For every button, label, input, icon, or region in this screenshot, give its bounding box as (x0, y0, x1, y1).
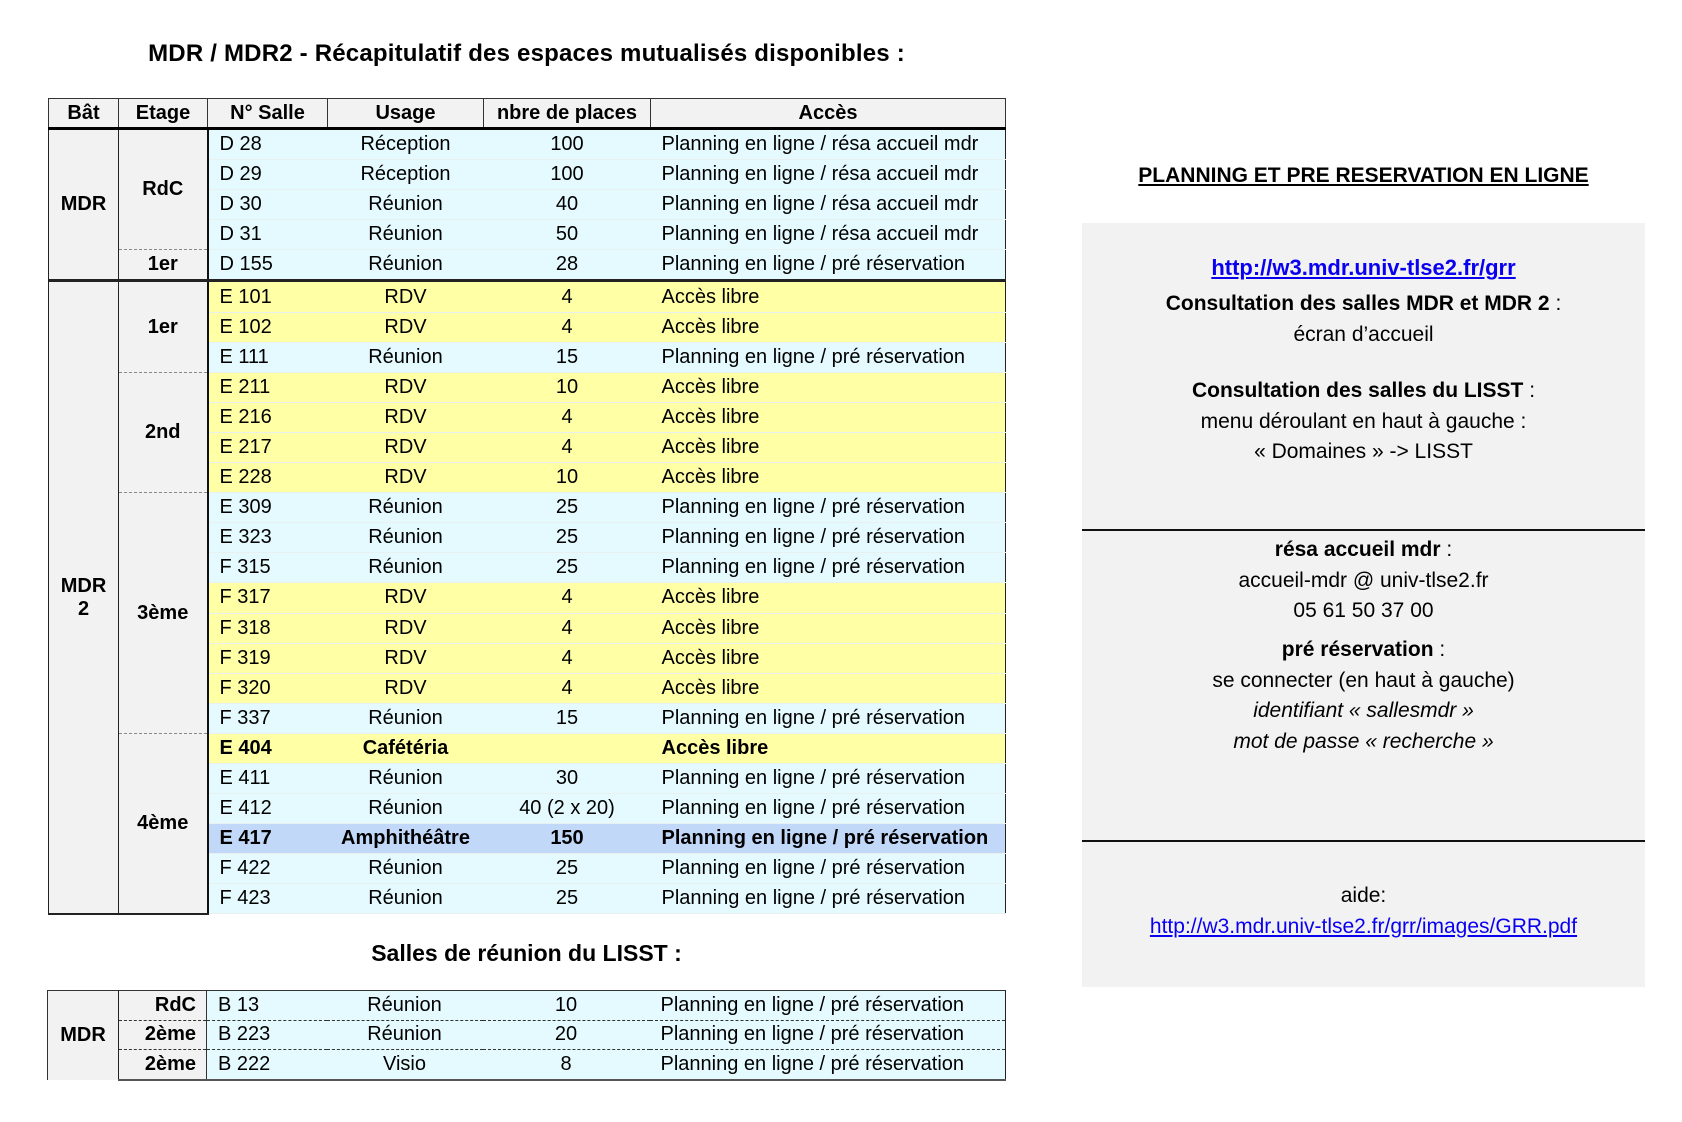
acces-cell: Accès libre (651, 463, 1006, 493)
aide-label: aide: (1340, 884, 1387, 907)
pre-password: mot de passe « recherche » (1233, 729, 1494, 753)
usage-cell: Réunion (327, 1020, 483, 1050)
resa-label: résa accueil mdr (1274, 538, 1441, 561)
salle-cell: E 228 (208, 463, 328, 493)
lisst-table (47, 990, 1006, 1081)
table-row (49, 372, 1006, 402)
places-cell: 100 (484, 129, 651, 160)
lisst-row (48, 1020, 1006, 1050)
places-cell: 20 (483, 1020, 650, 1050)
acces-cell: Accès libre (651, 372, 1006, 402)
salle-cell: E 417 (208, 824, 328, 854)
pre-reservation-block (1082, 635, 1645, 757)
usage-cell: RDV (328, 643, 484, 673)
header-acces: Accès (651, 99, 1006, 129)
bat-label: MDR (60, 574, 107, 597)
usage-cell: Réception (328, 129, 484, 160)
pre-text1: se connecter (en haut à gauche) (1212, 668, 1515, 692)
places-cell: 25 (484, 523, 651, 553)
salle-cell: B 13 (207, 991, 327, 1021)
acces-cell: Planning en ligne / pré réservation (651, 553, 1006, 583)
places-cell: 4 (484, 312, 651, 342)
salle-cell: E 412 (208, 794, 328, 824)
header-usage: Usage (328, 99, 484, 129)
salle-cell: B 222 (207, 1050, 327, 1080)
acces-cell: Planning en ligne / résa accueil mdr (651, 160, 1006, 190)
acces-cell: Planning en ligne / pré réservation (650, 991, 1006, 1021)
header-bat: Bât (49, 99, 119, 129)
consult-lisst-text2: « Domaines » -> LISST (1254, 440, 1473, 463)
table-row (49, 493, 1006, 523)
usage-cell: Réunion (328, 342, 484, 372)
aide-block (1082, 881, 1645, 942)
usage-cell: Réunion (328, 553, 484, 583)
salle-cell: E 411 (208, 763, 328, 793)
acces-cell: Planning en ligne / pré réservation (650, 1050, 1006, 1080)
acces-cell: Planning en ligne / pré réservation (651, 703, 1006, 733)
consult-lisst-text1: menu déroulant en haut à gauche : (1200, 409, 1527, 433)
places-cell: 40 (484, 190, 651, 220)
acces-cell: Planning en ligne / pré réservation (651, 342, 1006, 372)
usage-cell: Amphithéâtre (328, 824, 484, 854)
places-cell: 10 (483, 991, 650, 1021)
usage-cell: RDV (328, 281, 484, 312)
places-cell: 25 (484, 884, 651, 914)
page-title: MDR / MDR2 - Récapitulatif des espaces mutualisés disponibles : (148, 40, 905, 67)
aide-link[interactable]: http://w3.mdr.univ-tlse2.fr/grr/images/GRR.pdf (1149, 914, 1578, 938)
etage-cell: 2nd (119, 372, 208, 492)
places-cell: 100 (484, 160, 651, 190)
usage-cell: Réunion (328, 493, 484, 523)
usage-cell: Réunion (328, 763, 484, 793)
salle-cell: E 217 (208, 432, 328, 462)
acces-cell: Planning en ligne / résa accueil mdr (651, 129, 1006, 160)
places-cell: 15 (484, 342, 651, 372)
header-salle: N° Salle (208, 99, 328, 129)
places-cell: 28 (484, 250, 651, 281)
resa-email: accueil-mdr @ univ-tlse2.fr (1238, 568, 1489, 592)
acces-cell: Planning en ligne / pré réservation (651, 250, 1006, 281)
pre-login: identifiant « sallesmdr » (1253, 699, 1474, 722)
etage-cell: 1er (119, 250, 208, 281)
etage-cell: 2ème (119, 1020, 207, 1050)
acces-cell: Accès libre (651, 673, 1006, 703)
bat-cell (49, 281, 119, 914)
spaces-table (48, 98, 1006, 915)
salle-cell: F 422 (208, 854, 328, 884)
bat-cell: MDR (48, 991, 119, 1080)
consult-mdr-text: écran d’accueil (1293, 322, 1434, 346)
usage-cell: Réunion (328, 703, 484, 733)
table-header (49, 99, 1006, 129)
salle-cell: F 317 (208, 583, 328, 613)
etage-cell: 2ème (119, 1050, 207, 1080)
places-cell: 40 (2 x 20) (484, 794, 651, 824)
colon: : (1523, 379, 1536, 402)
table-row (49, 281, 1006, 312)
salle-cell: D 29 (208, 160, 328, 190)
colon: : (1549, 292, 1562, 315)
usage-cell: Réunion (328, 220, 484, 250)
salle-cell: F 318 (208, 613, 328, 643)
salle-cell: D 155 (208, 250, 328, 281)
acces-cell: Planning en ligne / pré réservation (651, 854, 1006, 884)
resa-phone: 05 61 50 37 00 (1293, 599, 1434, 622)
salle-cell: F 423 (208, 884, 328, 914)
places-cell: 4 (484, 281, 651, 312)
salle-cell: D 28 (208, 129, 328, 160)
places-cell: 50 (484, 220, 651, 250)
lisst-row (48, 1050, 1006, 1080)
salle-cell: D 30 (208, 190, 328, 220)
places-cell: 4 (484, 673, 651, 703)
acces-cell: Planning en ligne / pré réservation (651, 824, 1006, 854)
places-cell (484, 733, 651, 763)
acces-cell: Accès libre (651, 613, 1006, 643)
consult-lisst-label: Consultation des salles du LISST (1191, 379, 1524, 402)
places-cell: 30 (484, 763, 651, 793)
separator (1082, 840, 1645, 842)
salle-cell: E 101 (208, 281, 328, 312)
places-cell: 15 (484, 703, 651, 733)
usage-cell: RDV (328, 372, 484, 402)
acces-cell: Planning en ligne / pré réservation (651, 523, 1006, 553)
salle-cell: E 323 (208, 523, 328, 553)
places-cell: 25 (484, 493, 651, 523)
info-panel (1082, 223, 1645, 987)
salle-cell: F 337 (208, 703, 328, 733)
etage-cell: RdC (119, 991, 207, 1021)
places-cell: 10 (484, 463, 651, 493)
table-row (49, 129, 1006, 160)
consult-mdr-block (1082, 289, 1645, 350)
places-cell: 8 (483, 1050, 650, 1080)
usage-cell: Cafétéria (328, 733, 484, 763)
places-cell: 4 (484, 613, 651, 643)
places-cell: 10 (484, 372, 651, 402)
consult-mdr-label: Consultation des salles MDR et MDR 2 (1165, 292, 1550, 315)
acces-cell: Planning en ligne / résa accueil mdr (651, 190, 1006, 220)
acces-cell: Planning en ligne / pré réservation (651, 884, 1006, 914)
places-cell: 25 (484, 854, 651, 884)
usage-cell: Réunion (328, 523, 484, 553)
usage-cell: RDV (328, 673, 484, 703)
table-row (49, 250, 1006, 281)
acces-cell: Planning en ligne / résa accueil mdr (651, 220, 1006, 250)
usage-cell: Réunion (328, 884, 484, 914)
salle-cell: E 216 (208, 402, 328, 432)
separator (1082, 529, 1645, 531)
salle-cell: F 315 (208, 553, 328, 583)
salle-cell: E 211 (208, 372, 328, 402)
colon: : (1433, 638, 1446, 661)
lisst-row (48, 991, 1006, 1021)
salle-cell: E 404 (208, 733, 328, 763)
grr-link[interactable]: http://w3.mdr.univ-tlse2.fr/grr (1211, 255, 1516, 280)
table-row (49, 733, 1006, 763)
etage-cell: 4ème (119, 733, 208, 914)
acces-cell: Accès libre (651, 643, 1006, 673)
salle-cell: B 223 (207, 1020, 327, 1050)
salle-cell: D 31 (208, 220, 328, 250)
resa-block (1082, 535, 1645, 627)
etage-cell: 3ème (119, 493, 208, 734)
etage-cell: RdC (119, 129, 208, 250)
pre-label: pré réservation (1281, 638, 1434, 661)
salle-cell: F 319 (208, 643, 328, 673)
acces-cell: Accès libre (651, 432, 1006, 462)
usage-cell: RDV (328, 312, 484, 342)
acces-cell: Accès libre (651, 312, 1006, 342)
bat-cell: MDR (49, 129, 119, 281)
lisst-title: Salles de réunion du LISST : (371, 940, 682, 966)
bat-label-line2: 2 (77, 597, 90, 620)
usage-cell: Réception (328, 160, 484, 190)
acces-cell: Planning en ligne / pré réservation (651, 493, 1006, 523)
usage-cell: RDV (328, 432, 484, 462)
places-cell: 4 (484, 583, 651, 613)
header-etage: Etage (119, 99, 208, 129)
usage-cell: RDV (328, 463, 484, 493)
acces-cell: Accès libre (651, 583, 1006, 613)
salle-cell: F 320 (208, 673, 328, 703)
header-places: nbre de places (484, 99, 651, 129)
usage-cell: Réunion (327, 991, 483, 1021)
etage-cell: 1er (119, 281, 208, 372)
usage-cell: Réunion (328, 794, 484, 824)
places-cell: 25 (484, 553, 651, 583)
consult-lisst-block (1082, 376, 1645, 468)
acces-cell: Planning en ligne / pré réservation (651, 763, 1006, 793)
salle-cell: E 309 (208, 493, 328, 523)
acces-cell: Planning en ligne / pré réservation (651, 794, 1006, 824)
usage-cell: RDV (328, 613, 484, 643)
acces-cell: Accès libre (651, 281, 1006, 312)
side-title: PLANNING ET PRE RESERVATION EN LIGNE (1138, 164, 1589, 187)
usage-cell: Réunion (328, 190, 484, 220)
acces-cell: Accès libre (651, 733, 1006, 763)
colon: : (1440, 538, 1453, 561)
acces-cell: Planning en ligne / pré réservation (650, 1020, 1006, 1050)
usage-cell: RDV (328, 583, 484, 613)
usage-cell: RDV (328, 402, 484, 432)
salle-cell: E 102 (208, 312, 328, 342)
places-cell: 150 (484, 824, 651, 854)
usage-cell: Réunion (328, 854, 484, 884)
places-cell: 4 (484, 432, 651, 462)
acces-cell: Accès libre (651, 402, 1006, 432)
usage-cell: Visio (327, 1050, 483, 1080)
salle-cell: E 111 (208, 342, 328, 372)
places-cell: 4 (484, 402, 651, 432)
places-cell: 4 (484, 643, 651, 673)
usage-cell: Réunion (328, 250, 484, 281)
